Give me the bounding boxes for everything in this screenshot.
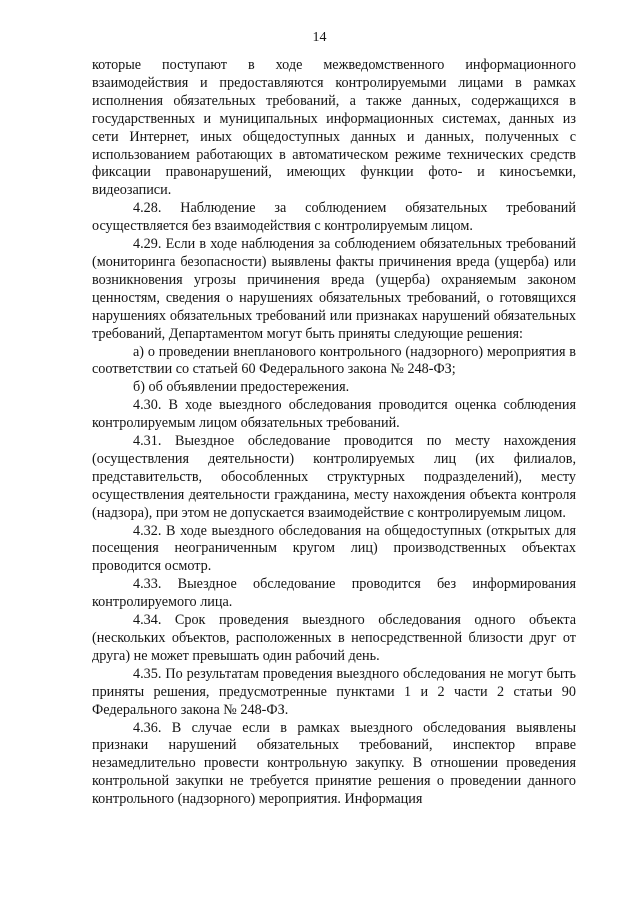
paragraph-4-30: 4.30. В ходе выездного обследования проводится оценка соблюдения контролируемым лицом обязательных требований. [92, 397, 576, 432]
paragraph-4-36: 4.36. В случае если в рамках выездного обследования выявлены признаки нарушений обязательных требований, инспектор вправе незамедлительно провести контрольную закупку. В отношении проведения контрольной закупки не требуется принятие решения о проведении данного контрольного (надзорного) мероприятия. Информация [92, 719, 576, 808]
page-number: 14 [312, 30, 327, 45]
paragraph-4-33: 4.33. Выездное обследование проводится без информирования контролируемого лица. [92, 576, 576, 611]
paragraph-continuation: которые поступают в ходе межведомственного информационного взаимодействия и предоставляются контролируемыми лицами в рамках исполнения обязательных требований, а также данных, содержащихся в государственных и муниципальных информационных системах, данных из сети Интернет, иных общедоступных данных и данных, полученных с использованием работающих в автоматическом режиме технических средств фиксации правонарушений, имеющих функции фото- и киносъемки, видеозаписи. [92, 57, 576, 199]
paragraph-4-32: 4.32. В ходе выездного обследования на общедоступных (открытых для посещения неограниченным кругом лиц) производственных объектах проводится осмотр. [92, 522, 576, 575]
list-item-a: а) о проведении внепланового контрольного (надзорного) мероприятия в соответствии со статьей 60 Федерального закона № 248-ФЗ; [92, 343, 576, 378]
list-item-b: б) об объявлении предостережения. [133, 379, 350, 396]
paragraph-4-34: 4.34. Срок проведения выездного обследования одного объекта (нескольких объектов, расположенных в непосредственной близости друг от друга) не может превышать один рабочий день. [92, 612, 576, 664]
paragraph-4-31: 4.31. Выездное обследование проводится по месту нахождения (осуществления деятельности) контролируемых лиц (их филиалов, представительств, обособленных структурных подразделений), месту осуществления деятельности гражданина, месту нахождения объекта контроля (надзора), при этом не допускается взаимодействие с контролируемым лицом. [92, 433, 576, 521]
paragraph-4-35: 4.35. По результатам проведения выездного обследования не могут быть приняты решения, предусмотренные пунктами 1 и 2 части 2 статьи 90 Федерального закона № 248-ФЗ. [92, 665, 576, 718]
document-body [92, 57, 576, 809]
paragraph-4-29: 4.29. Если в ходе наблюдения за соблюдением обязательных требований (мониторинга безопасности) выявлены факты причинения вреда (ущерба) или возникновения угрозы причинения вреда (ущерба) охраняемым законом ценностям, сведения о нарушениях обязательных требований, о готовящихся нарушениях обязательных требований или признаках нарушений обязательных требований, Департаментом могут быть приняты следующие решения: [92, 236, 576, 342]
paragraph-4-28: 4.28. Наблюдение за соблюдением обязательных требований осуществляется без взаимодействия с контролируемым лицом. [92, 200, 576, 235]
